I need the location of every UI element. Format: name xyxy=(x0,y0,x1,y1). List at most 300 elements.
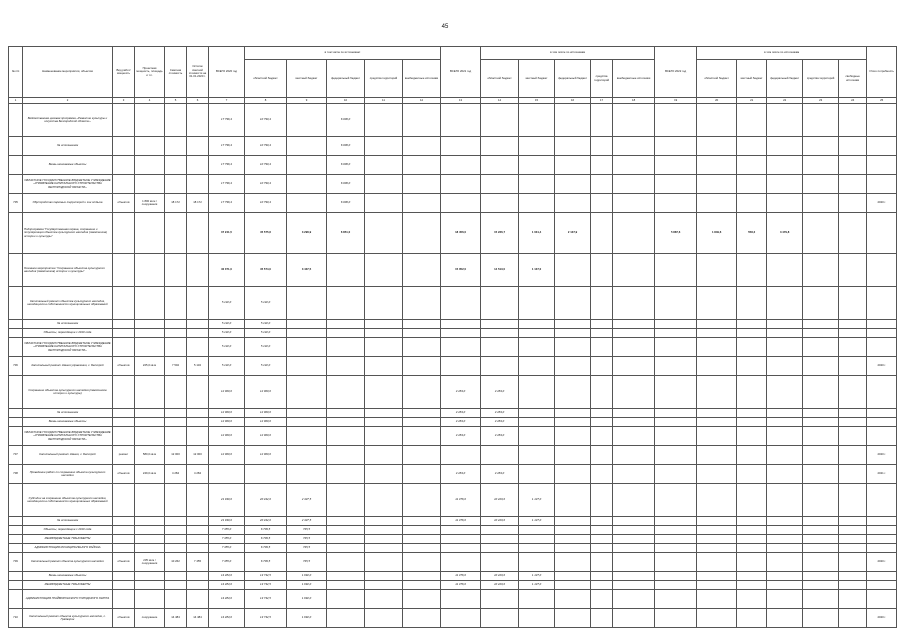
row-value-col-9: 1 692,0 xyxy=(287,572,327,581)
row-value-col-20 xyxy=(697,175,737,194)
row-value-col-7: 12 000,0 xyxy=(209,446,245,465)
row-value-col-11 xyxy=(365,156,403,175)
header-group-2020: в том числе по источникам: xyxy=(245,47,441,60)
row-value-col-13 xyxy=(441,338,481,357)
row-value-col-16 xyxy=(555,329,591,338)
row-value-col-13: 4 284,0 xyxy=(441,376,481,409)
row-value-col-14 xyxy=(481,357,519,376)
row-value-col-21 xyxy=(737,535,767,544)
row-number xyxy=(9,581,23,590)
row-value-col-19 xyxy=(655,544,697,553)
column-number: 10 xyxy=(327,98,365,104)
row-estimate: 18 172 xyxy=(165,194,187,213)
row-work-type xyxy=(113,427,135,446)
row-value-col-16 xyxy=(555,572,591,581)
row-work-type xyxy=(113,572,135,581)
row-capacity xyxy=(135,320,165,329)
row-value-col-23 xyxy=(803,104,839,137)
row-remaining xyxy=(187,427,209,446)
header-src-free: свободные источники xyxy=(839,60,867,98)
row-capacity xyxy=(135,427,165,446)
row-value-col-22 xyxy=(767,287,803,320)
row-value-col-21 xyxy=(737,376,767,409)
row-number xyxy=(9,427,23,446)
row-value-col-23 xyxy=(803,254,839,287)
column-number: 25 xyxy=(867,98,897,104)
row-value-col-14 xyxy=(481,287,519,320)
row-value-col-16 xyxy=(555,156,591,175)
row-value-col-22 xyxy=(767,320,803,329)
row-value-col-15 xyxy=(519,357,555,376)
row-name: Капитальный ремонт объектов культурного наследия, находящихся в собственности муниципальных образований xyxy=(23,287,113,320)
header-group-2021: в том числе по источникам xyxy=(481,47,655,60)
row-need: 2020 г. xyxy=(867,194,897,213)
row-estimate xyxy=(165,104,187,137)
row-number xyxy=(9,175,23,194)
row-value-col-9: 3 296,9 xyxy=(287,213,327,254)
row-need xyxy=(867,535,897,544)
row-value-col-14: 10 229,0 xyxy=(481,572,519,581)
row-value-col-17 xyxy=(591,609,613,628)
row-value-col-15 xyxy=(519,609,555,628)
row-value-col-22 xyxy=(767,590,803,609)
row-value-col-23 xyxy=(803,357,839,376)
row-value-col-14: 4 284,0 xyxy=(481,465,519,484)
row-value-col-15 xyxy=(519,376,555,409)
row-value-col-20 xyxy=(697,194,737,213)
row-value-col-22 xyxy=(767,156,803,175)
row-value-col-13 xyxy=(441,194,481,213)
row-value-col-19: 5 887,6 xyxy=(655,213,697,254)
row-work-type xyxy=(113,338,135,357)
row-value-col-11 xyxy=(365,254,403,287)
row-value-col-17 xyxy=(591,517,613,526)
row-value-col-19 xyxy=(655,553,697,572)
row-value-col-21 xyxy=(737,484,767,517)
row-name: МЕЖБЮДЖЕТНЫЕ ТРАНСФЕРТЫ xyxy=(23,535,113,544)
row-value-col-22 xyxy=(767,357,803,376)
row-value-col-7: 14 484,0 xyxy=(209,609,245,628)
row-work-type xyxy=(113,376,135,409)
row-value-col-22 xyxy=(767,376,803,409)
row-value-col-20 xyxy=(697,287,737,320)
row-value-col-8: 5 132,0 xyxy=(245,338,287,357)
row-value-col-23 xyxy=(803,609,839,628)
row-capacity xyxy=(135,175,165,194)
row-value-col-24 xyxy=(839,517,867,526)
header-src-local: местный бюджет xyxy=(519,60,555,98)
row-number xyxy=(9,137,23,156)
row-value-col-18 xyxy=(613,581,655,590)
row-value-col-16 xyxy=(555,544,591,553)
row-value-col-11 xyxy=(365,320,403,329)
row-value-col-18 xyxy=(613,213,655,254)
row-value-col-16: 2 137,9 xyxy=(555,213,591,254)
row-value-col-11 xyxy=(365,535,403,544)
header-src-local: местный бюджет xyxy=(737,60,767,98)
row-value-col-10 xyxy=(327,535,365,544)
row-value-col-13 xyxy=(441,175,481,194)
row-value-col-22 xyxy=(767,517,803,526)
row-value-col-8: 10 790,4 xyxy=(245,156,287,175)
row-value-col-9 xyxy=(287,329,327,338)
row-capacity xyxy=(135,156,165,175)
row-value-col-15 xyxy=(519,104,555,137)
row-value-col-7: 14 484,0 xyxy=(209,572,245,581)
row-value-col-13 xyxy=(441,535,481,544)
row-number xyxy=(9,590,23,609)
row-value-col-21 xyxy=(737,156,767,175)
row-value-col-10: 6 006,0 xyxy=(327,194,365,213)
row-remaining xyxy=(187,254,209,287)
row-value-col-18 xyxy=(613,104,655,137)
row-number xyxy=(9,329,23,338)
row-value-col-9 xyxy=(287,465,327,484)
row-number xyxy=(9,156,23,175)
row-value-col-16 xyxy=(555,338,591,357)
row-value-col-17 xyxy=(591,175,613,194)
row-value-col-22 xyxy=(767,194,803,213)
row-value-col-17 xyxy=(591,590,613,609)
table-row xyxy=(9,526,897,535)
row-value-col-14: 10 229,0 xyxy=(481,517,519,526)
row-value-col-9 xyxy=(287,194,327,213)
row-value-col-13 xyxy=(441,553,481,572)
row-value-col-23 xyxy=(803,175,839,194)
row-work-type xyxy=(113,156,135,175)
row-number xyxy=(9,544,23,553)
row-value-col-23 xyxy=(803,465,839,484)
row-value-col-7: 5 132,0 xyxy=(209,320,245,329)
row-estimate xyxy=(165,581,187,590)
row-remaining xyxy=(187,590,209,609)
row-value-col-14 xyxy=(481,338,519,357)
row-value-col-19 xyxy=(655,484,697,517)
row-value-col-13 xyxy=(441,329,481,338)
row-value-col-12 xyxy=(403,465,441,484)
row-value-col-15: 1 137,0 xyxy=(519,484,555,517)
row-value-col-18 xyxy=(613,517,655,526)
row-value-col-14 xyxy=(481,544,519,553)
table-row xyxy=(9,175,897,194)
row-value-col-8: 10 790,4 xyxy=(245,137,287,156)
row-value-col-20 xyxy=(697,156,737,175)
column-number: 24 xyxy=(839,98,867,104)
row-value-col-11 xyxy=(365,446,403,465)
row-value-col-13 xyxy=(441,544,481,553)
row-value-col-21 xyxy=(737,590,767,609)
row-value-col-21 xyxy=(737,544,767,553)
row-work-type xyxy=(113,409,135,418)
row-value-col-23 xyxy=(803,137,839,156)
row-value-col-11 xyxy=(365,544,403,553)
row-value-col-10 xyxy=(327,609,365,628)
header-type: Вид работ/мощность xyxy=(113,47,135,98)
row-value-col-24 xyxy=(839,338,867,357)
row-value-col-11 xyxy=(365,104,403,137)
row-value-col-19 xyxy=(655,287,697,320)
row-value-col-20 xyxy=(697,517,737,526)
row-number xyxy=(9,409,23,418)
row-value-col-19 xyxy=(655,465,697,484)
row-value-col-14: 10 229,0 xyxy=(481,484,519,517)
row-remaining xyxy=(187,535,209,544)
row-value-col-16 xyxy=(555,137,591,156)
row-value-col-18 xyxy=(613,287,655,320)
row-value-col-9: 745,5 xyxy=(287,535,327,544)
row-value-col-21 xyxy=(737,320,767,329)
row-value-col-13 xyxy=(441,526,481,535)
row-value-col-16 xyxy=(555,484,591,517)
table-row xyxy=(9,213,897,254)
row-work-type xyxy=(113,254,135,287)
row-estimate xyxy=(165,535,187,544)
row-value-col-8: 12 000,0 xyxy=(245,427,287,446)
row-value-col-13: 4 284,0 xyxy=(441,427,481,446)
row-remaining xyxy=(187,484,209,517)
row-value-col-12 xyxy=(403,590,441,609)
row-value-col-22 xyxy=(767,137,803,156)
row-value-col-20 xyxy=(697,484,737,517)
row-need xyxy=(867,137,897,156)
row-value-col-10 xyxy=(327,572,365,581)
row-value-col-23 xyxy=(803,526,839,535)
row-value-col-13: 4 284,0 xyxy=(441,465,481,484)
row-value-col-12 xyxy=(403,544,441,553)
header-no: № п/п xyxy=(9,47,23,98)
row-value-col-14: 14 513,0 xyxy=(481,254,519,287)
header-group-2022: в том числе по источникам xyxy=(697,47,867,60)
row-value-col-24 xyxy=(839,553,867,572)
row-value-col-10 xyxy=(327,544,365,553)
table-row xyxy=(9,194,897,213)
row-value-col-20 xyxy=(697,572,737,581)
row-value-col-19 xyxy=(655,535,697,544)
row-value-col-18 xyxy=(613,572,655,581)
row-work-type xyxy=(113,544,135,553)
row-work-type xyxy=(113,104,135,137)
table-row xyxy=(9,465,897,484)
row-value-col-14: 15 236,7 xyxy=(481,213,519,254)
row-estimate xyxy=(165,329,187,338)
row-capacity: 249,0 кв.м xyxy=(135,465,165,484)
row-value-col-12 xyxy=(403,572,441,581)
row-value-col-7 xyxy=(209,465,245,484)
row-value-col-14 xyxy=(481,526,519,535)
column-number: 11 xyxy=(365,98,403,104)
row-name: Основное мероприятие "Сохранение объектов культурного наследия (памятников) истории и культуры" xyxy=(23,254,113,287)
row-estimate: 4 284 xyxy=(165,465,187,484)
row-value-col-9: 1 692,0 xyxy=(287,609,327,628)
row-value-col-23 xyxy=(803,517,839,526)
row-value-col-22 xyxy=(767,329,803,338)
row-value-col-16 xyxy=(555,590,591,609)
row-value-col-20 xyxy=(697,104,737,137)
row-value-col-19 xyxy=(655,590,697,609)
row-remaining xyxy=(187,137,209,156)
table-row xyxy=(9,104,897,137)
row-value-col-19 xyxy=(655,156,697,175)
row-value-col-7: 12 000,0 xyxy=(209,376,245,409)
row-value-col-19 xyxy=(655,338,697,357)
row-value-col-13 xyxy=(441,137,481,156)
row-capacity xyxy=(135,254,165,287)
row-need: 2020 г. xyxy=(867,357,897,376)
row-name: Сохранение объектов культурного наследия (памятников истории и культуры) xyxy=(23,376,113,409)
row-value-col-13: 11 376,0 xyxy=(441,517,481,526)
row-value-col-8: 10 790,4 xyxy=(245,175,287,194)
row-value-col-12 xyxy=(403,254,441,287)
header-src-territory: средства территорий xyxy=(365,60,403,98)
row-capacity: 235 кв.м / сооружения xyxy=(135,553,165,572)
row-value-col-12 xyxy=(403,287,441,320)
row-value-col-22 xyxy=(767,338,803,357)
row-value-col-18 xyxy=(613,194,655,213)
row-value-col-8: 6 709,5 xyxy=(245,553,287,572)
row-value-col-23 xyxy=(803,418,839,427)
row-value-col-23 xyxy=(803,376,839,409)
header-src-regional: областной бюджет xyxy=(697,60,737,98)
row-number xyxy=(9,213,23,254)
row-value-col-18 xyxy=(613,465,655,484)
row-value-col-13 xyxy=(441,287,481,320)
row-value-col-20 xyxy=(697,446,737,465)
row-value-col-16 xyxy=(555,465,591,484)
row-value-col-24 xyxy=(839,572,867,581)
row-work-type: объектов xyxy=(113,465,135,484)
row-value-col-13 xyxy=(441,104,481,137)
row-value-col-23 xyxy=(803,427,839,446)
row-need xyxy=(867,376,897,409)
row-value-col-10 xyxy=(327,254,365,287)
row-need xyxy=(867,213,897,254)
row-name: За исполнением xyxy=(23,320,113,329)
row-estimate xyxy=(165,213,187,254)
row-work-type xyxy=(113,320,135,329)
row-value-col-24 xyxy=(839,254,867,287)
budget-table xyxy=(8,46,897,628)
row-name: Капитальный ремонт объекта культурного наследия xyxy=(23,553,113,572)
row-value-col-14: 4 284,0 xyxy=(481,427,519,446)
row-value-col-15 xyxy=(519,427,555,446)
row-value-col-9 xyxy=(287,357,327,376)
row-value-col-16 xyxy=(555,427,591,446)
row-value-col-22 xyxy=(767,609,803,628)
row-work-type: объектов xyxy=(113,609,135,628)
row-value-col-20 xyxy=(697,137,737,156)
row-value-col-17 xyxy=(591,418,613,427)
row-value-col-19 xyxy=(655,320,697,329)
row-value-col-12 xyxy=(403,427,441,446)
row-value-col-8: 5 132,0 xyxy=(245,287,287,320)
row-value-col-24 xyxy=(839,320,867,329)
row-value-col-12 xyxy=(403,553,441,572)
row-value-col-7: 21 939,0 xyxy=(209,484,245,517)
row-value-col-18 xyxy=(613,418,655,427)
row-value-col-24 xyxy=(839,287,867,320)
row-value-col-8: 13 732,5 xyxy=(245,609,287,628)
row-estimate: 10 262 xyxy=(165,553,187,572)
row-value-col-16 xyxy=(555,517,591,526)
row-value-col-18 xyxy=(613,544,655,553)
row-value-col-15 xyxy=(519,590,555,609)
row-value-col-24 xyxy=(839,590,867,609)
row-number xyxy=(9,572,23,581)
row-value-col-24 xyxy=(839,194,867,213)
row-value-col-14: 4 284,0 xyxy=(481,418,519,427)
row-value-col-16 xyxy=(555,357,591,376)
row-value-col-9: 1 692,0 xyxy=(287,590,327,609)
row-value-col-17 xyxy=(591,357,613,376)
row-value-col-23 xyxy=(803,581,839,590)
row-value-col-15 xyxy=(519,175,555,194)
row-need: 2020 г. xyxy=(867,609,897,628)
row-value-col-13: 11 376,0 xyxy=(441,581,481,590)
row-need xyxy=(867,484,897,517)
row-value-col-12 xyxy=(403,329,441,338)
row-value-col-19 xyxy=(655,137,697,156)
row-value-col-15 xyxy=(519,287,555,320)
row-value-col-12 xyxy=(403,581,441,590)
row-value-col-18 xyxy=(613,427,655,446)
row-name: Объекты, переходящие с 2019 года xyxy=(23,329,113,338)
row-value-col-10 xyxy=(327,446,365,465)
row-remaining: 7 455 xyxy=(187,553,209,572)
row-value-col-15 xyxy=(519,418,555,427)
column-number: 12 xyxy=(403,98,441,104)
row-value-col-12 xyxy=(403,338,441,357)
table-row xyxy=(9,409,897,418)
row-value-col-24 xyxy=(839,409,867,418)
row-value-col-18 xyxy=(613,553,655,572)
row-need xyxy=(867,572,897,581)
row-value-col-20 xyxy=(697,320,737,329)
row-estimate xyxy=(165,590,187,609)
row-value-col-13 xyxy=(441,609,481,628)
row-value-col-7: 17 796,4 xyxy=(209,194,245,213)
row-value-col-19 xyxy=(655,409,697,418)
row-number xyxy=(9,320,23,329)
row-value-col-8: 13 732,5 xyxy=(245,581,287,590)
row-value-col-9 xyxy=(287,338,327,357)
table-row xyxy=(9,484,897,517)
row-value-col-14 xyxy=(481,175,519,194)
row-value-col-17 xyxy=(591,137,613,156)
row-capacity xyxy=(135,104,165,137)
row-value-col-24 xyxy=(839,357,867,376)
row-value-col-8: 6 709,5 xyxy=(245,535,287,544)
row-capacity xyxy=(135,137,165,156)
row-work-type xyxy=(113,535,135,544)
row-value-col-22 xyxy=(767,526,803,535)
row-value-col-17 xyxy=(591,254,613,287)
page-number: 45 xyxy=(441,24,449,30)
row-value-col-20 xyxy=(697,376,737,409)
row-value-col-11 xyxy=(365,213,403,254)
row-value-col-15 xyxy=(519,338,555,357)
row-value-col-8: 5 132,0 xyxy=(245,320,287,329)
row-capacity xyxy=(135,572,165,581)
row-need xyxy=(867,427,897,446)
row-work-type xyxy=(113,526,135,535)
row-estimate xyxy=(165,254,187,287)
row-value-col-22 xyxy=(767,175,803,194)
row-value-col-8: 20 442,0 xyxy=(245,517,287,526)
header-total-2020: ВСЕГО 2020 год xyxy=(209,47,245,98)
row-value-col-10: 6 006,0 xyxy=(327,175,365,194)
header-name: Наименование мероприятия, объектов xyxy=(23,47,113,98)
row-value-col-21 xyxy=(737,104,767,137)
